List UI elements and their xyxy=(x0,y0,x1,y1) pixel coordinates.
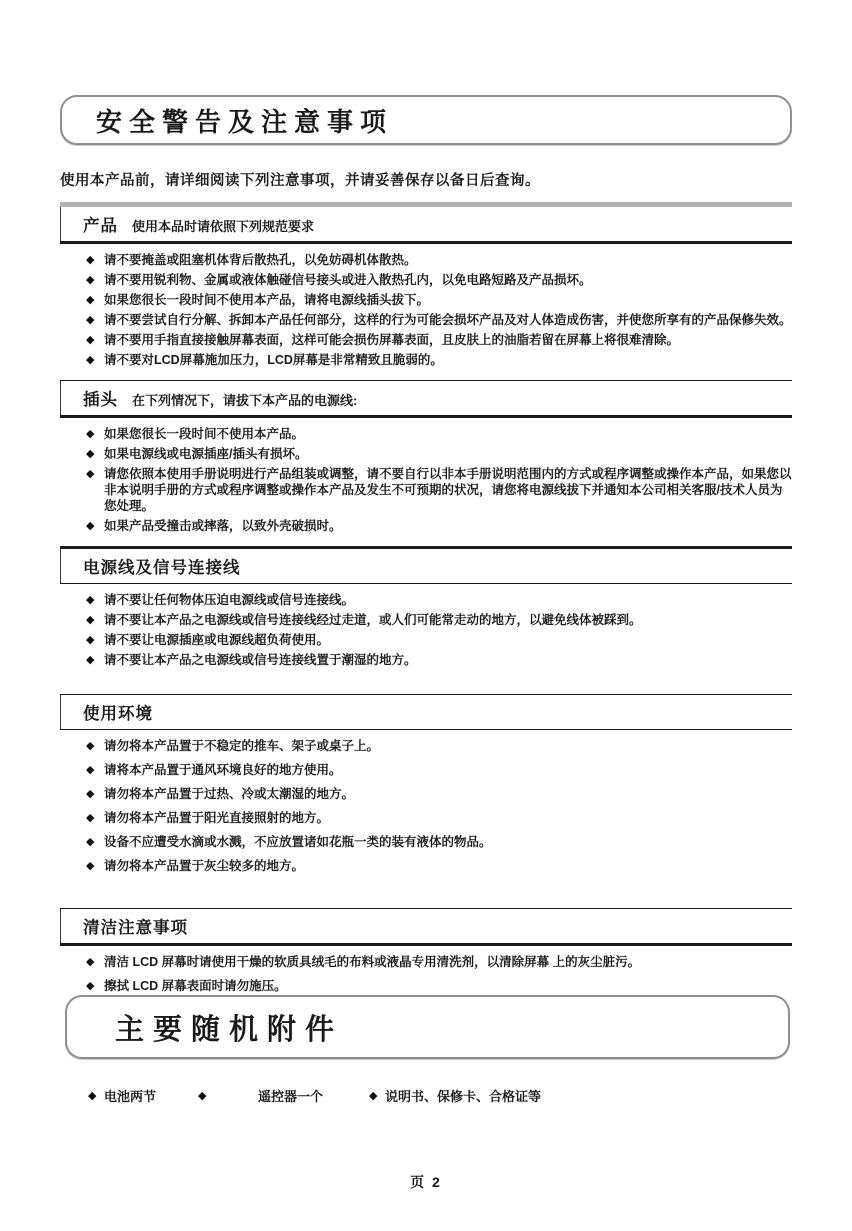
accessories-banner xyxy=(65,995,790,1059)
diamond-bullet-icon: ◆ xyxy=(86,468,95,480)
notice-text: 请勿将本产品置于不稳定的推车、架子或桌子上。 xyxy=(104,739,380,753)
notice-item xyxy=(86,652,792,668)
notice-item xyxy=(86,858,792,874)
section-title: 清洁注意事项 xyxy=(83,919,188,937)
notice-text: 擦拭 LCD 屏幕表面时请勿施压。 xyxy=(104,979,287,993)
notice-text: 请不要尝试自行分解、拆卸本产品任何部分，这样的行为可能会损坏产品及对人体造成伤害，并使您所享有的产品保修失效。 xyxy=(104,313,792,327)
notice-text: 如果您很长一段时间不使用本产品，请将电源线插头拔下。 xyxy=(104,293,430,307)
notice-item xyxy=(86,446,792,462)
section-title: 产品 xyxy=(83,217,118,235)
notice-item xyxy=(86,954,792,970)
diamond-bullet-icon: ◆ xyxy=(86,294,95,306)
notice-item xyxy=(86,978,792,994)
diamond-bullet-icon: ◆ xyxy=(86,764,95,776)
notice-list xyxy=(60,244,792,380)
safety-warning-banner xyxy=(60,95,792,145)
accessories-banner-wrap xyxy=(65,995,790,1059)
notice-text: 设备不应遭受水滴或水溅，不应放置诸如花瓶一类的装有液体的物品。 xyxy=(104,835,492,849)
notice-item xyxy=(86,612,792,628)
notice-item xyxy=(86,312,792,328)
diamond-bullet-icon: ◆ xyxy=(86,448,95,460)
notice-text: 清洁 LCD 屏幕时请使用干燥的软质具绒毛的布料或液晶专用清洗剂，以清除屏幕 上的灰尘脏污。 xyxy=(104,955,641,969)
notice-item xyxy=(86,738,792,754)
accessories-title: 主要随机附件 xyxy=(115,1011,344,1046)
diamond-bullet-icon: ◆ xyxy=(86,520,95,532)
page-number: 页 2 xyxy=(410,1174,442,1190)
accessory-item xyxy=(198,1086,323,1105)
notice-text: 请勿将本产品置于阳光直接照射的地方。 xyxy=(104,811,330,825)
section-product xyxy=(60,202,792,380)
notice-item xyxy=(86,786,792,802)
notice-text: 请不要让电源插座或电源线超负荷使用。 xyxy=(104,633,330,647)
notice-text: 请不要让本产品之电源线或信号连接线经过走道，或人们可能常走动的地方，以避免线体被踩到。 xyxy=(104,613,642,627)
notice-text: 请将本产品置于通风环境良好的地方使用。 xyxy=(104,763,342,777)
notice-text: 如果电源线或电源插座/插头有损坏。 xyxy=(104,447,308,461)
diamond-bullet-icon: ◆ xyxy=(86,428,95,440)
diamond-bullet-icon: ◆ xyxy=(86,980,95,992)
accessory-item xyxy=(88,1086,156,1105)
notice-text: 请不要用锐利物、金属或液体触碰信号接头或进入散热孔内，以免电路短路及产品损坏。 xyxy=(104,273,592,287)
notice-item xyxy=(86,810,792,826)
section-subtitle: 使用本品时请依照下列规范要求 xyxy=(132,219,315,234)
accessories-row xyxy=(88,1086,541,1105)
section-header xyxy=(60,207,792,241)
notice-item xyxy=(86,332,792,348)
diamond-bullet-icon: ◆ xyxy=(86,314,95,326)
notice-item xyxy=(86,352,792,368)
notice-item xyxy=(86,466,792,514)
notice-text: 请勿将本产品置于过热、冷或太潮湿的地方。 xyxy=(104,787,355,801)
notice-item xyxy=(86,272,792,288)
section-title: 电源线及信号连接线 xyxy=(83,559,241,577)
notice-list xyxy=(60,418,792,546)
notice-item xyxy=(86,632,792,648)
notice-text: 请您依照本使用手册说明进行产品组装或调整，请不要自行以非本手册说明范围内的方式或程序调整或操作本产品，如果您以非本说明手册的方式或程序调整或操作本产品及发生不可预期的状况，请您将电源线拔下并通知本公司相关客服/技术人员为您处理。 xyxy=(104,467,792,513)
notice-item xyxy=(86,518,792,534)
diamond-bullet-icon: ◆ xyxy=(86,788,95,800)
notice-item xyxy=(86,834,792,850)
intro-text: 使用本产品前，请详细阅读下列注意事项，并请妥善保存以备日后查询。 xyxy=(60,173,540,189)
section-power-cords xyxy=(60,546,792,680)
diamond-bullet-icon: ◆ xyxy=(198,1089,207,1102)
section-subtitle: 在下列情况下，请拔下本产品的电源线: xyxy=(132,393,358,408)
diamond-bullet-icon: ◆ xyxy=(86,634,95,646)
diamond-bullet-icon: ◆ xyxy=(86,354,95,366)
diamond-bullet-icon: ◆ xyxy=(86,812,95,824)
section-header xyxy=(60,909,792,943)
accessory-label: 遥控器一个 xyxy=(258,1089,324,1104)
notice-text: 如果产品受撞击或摔落，以致外壳破损时。 xyxy=(104,519,342,533)
diamond-bullet-icon: ◆ xyxy=(86,334,95,346)
notice-text: 请不要让本产品之电源线或信号连接线置于潮湿的地方。 xyxy=(104,653,417,667)
notice-item xyxy=(86,292,792,308)
diamond-bullet-icon: ◆ xyxy=(86,594,95,606)
accessory-label: 电池两节 xyxy=(104,1089,157,1104)
notice-text: 请勿将本产品置于灰尘较多的地方。 xyxy=(104,859,305,873)
notice-text: 如果您很长一段时间不使用本产品。 xyxy=(104,427,305,441)
accessory-item xyxy=(369,1086,541,1105)
notice-item xyxy=(86,592,792,608)
section-header xyxy=(60,381,792,415)
diamond-bullet-icon: ◆ xyxy=(86,836,95,848)
diamond-bullet-icon: ◆ xyxy=(86,254,95,266)
notice-text: 请不要掩盖或阻塞机体背后散热孔，以免妨碍机体散热。 xyxy=(104,253,417,267)
notice-text: 请不要让任何物体压迫电源线或信号连接线。 xyxy=(104,593,355,607)
diamond-bullet-icon: ◆ xyxy=(86,274,95,286)
notice-item xyxy=(86,426,792,442)
section-plug xyxy=(60,380,792,546)
notice-item xyxy=(86,762,792,778)
notice-list xyxy=(60,584,792,680)
section-header xyxy=(60,549,792,583)
section-title: 使用环境 xyxy=(83,705,153,723)
section-header xyxy=(60,695,792,729)
diamond-bullet-icon: ◆ xyxy=(86,614,95,626)
notice-text: 请不要对LCD屏幕施加压力，LCD屏幕是非常精致且脆弱的。 xyxy=(104,353,443,367)
page-content xyxy=(60,0,792,1034)
section-environment xyxy=(60,694,792,890)
diamond-bullet-icon: ◆ xyxy=(86,654,95,666)
diamond-bullet-icon: ◆ xyxy=(86,860,95,872)
notice-text: 请不要用手指直接接触屏幕表面，这样可能会损伤屏幕表面，且皮肤上的油脂若留在屏幕上将很难清除。 xyxy=(104,333,680,347)
notice-item xyxy=(86,252,792,268)
section-title: 插头 xyxy=(83,391,118,409)
diamond-bullet-icon: ◆ xyxy=(86,956,95,968)
diamond-bullet-icon: ◆ xyxy=(88,1089,97,1102)
notice-list xyxy=(60,730,792,890)
accessory-label: 说明书、保修卡、合格证等 xyxy=(385,1089,542,1104)
diamond-bullet-icon: ◆ xyxy=(86,740,95,752)
diamond-bullet-icon: ◆ xyxy=(369,1089,378,1102)
safety-warning-title: 安全警告及注意事项 xyxy=(96,107,394,138)
